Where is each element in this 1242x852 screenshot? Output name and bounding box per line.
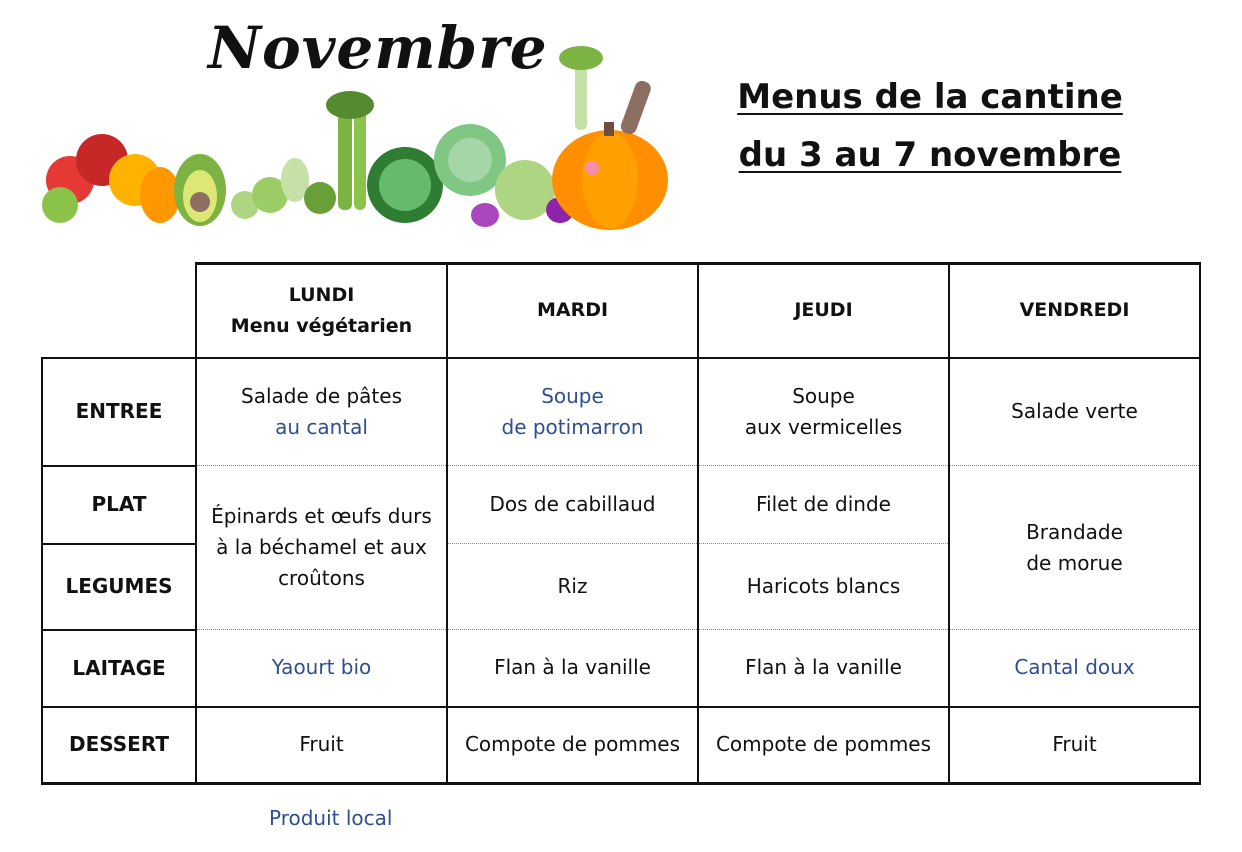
mardi-entree-line1: Soupe [541,383,604,408]
lundi-plat-line1: Épinards et œufs durs [211,504,432,528]
jeudi-entree [698,358,949,466]
row-plat [42,466,1200,544]
mardi-entree [447,358,698,466]
jeudi-entree-line1: Soupe [792,383,855,408]
lundi-entree-line2: au cantal [275,414,368,439]
header-mardi: MARDI [447,264,698,358]
menu-table [41,262,1201,785]
jeudi-legumes: Haricots blancs [698,544,949,630]
vendredi-plat [949,466,1200,630]
category-dessert: DESSERT [42,707,196,784]
header-vendredi: VENDREDI [949,264,1200,358]
row-laitage [42,630,1200,707]
vendredi-dessert: Fruit [949,707,1200,784]
category-plat: PLAT [42,466,196,544]
lundi-laitage: Yaourt bio [196,630,447,707]
month-title: Novembre [208,14,548,82]
day-lundi: LUNDI [288,283,355,306]
vendredi-plat-line2: de morue [1026,550,1123,575]
vendredi-plat-line1: Brandade [1026,519,1123,544]
header-lundi [196,264,447,358]
title-line-2: du 3 au 7 novembre [738,135,1122,175]
lundi-entree-line1: Salade de pâtes [241,383,402,408]
legend-local-product: Produit local [269,806,393,830]
vendredi-laitage: Cantal doux [949,630,1200,707]
jeudi-plat: Filet de dinde [698,466,949,544]
row-entree [42,358,1200,466]
lundi-entree [196,358,447,466]
category-entree: ENTREE [42,358,196,466]
vendredi-entree: Salade verte [949,358,1200,466]
category-legumes: LEGUMES [42,544,196,630]
page-title [700,68,1160,184]
mardi-legumes: Riz [447,544,698,630]
lundi-plat-line2: à la béchamel et aux [216,535,427,559]
lundi-plat-line3: croûtons [278,566,365,590]
day-lundi-sub: Menu végétarien [230,314,413,337]
mardi-entree-line2: de potimarron [501,414,644,439]
lundi-dessert: Fruit [196,707,447,784]
mardi-laitage: Flan à la vanille [447,630,698,707]
header-row [42,264,1200,358]
lundi-plat [196,466,447,630]
corner-cell [42,264,196,358]
jeudi-entree-line2: aux vermicelles [744,414,903,439]
jeudi-dessert: Compote de pommes [698,707,949,784]
row-dessert [42,707,1200,784]
title-line-1: Menus de la cantine [737,77,1123,117]
category-laitage: LAITAGE [42,630,196,707]
jeudi-laitage: Flan à la vanille [698,630,949,707]
mardi-plat: Dos de cabillaud [447,466,698,544]
mardi-dessert: Compote de pommes [447,707,698,784]
header-jeudi: JEUDI [698,264,949,358]
